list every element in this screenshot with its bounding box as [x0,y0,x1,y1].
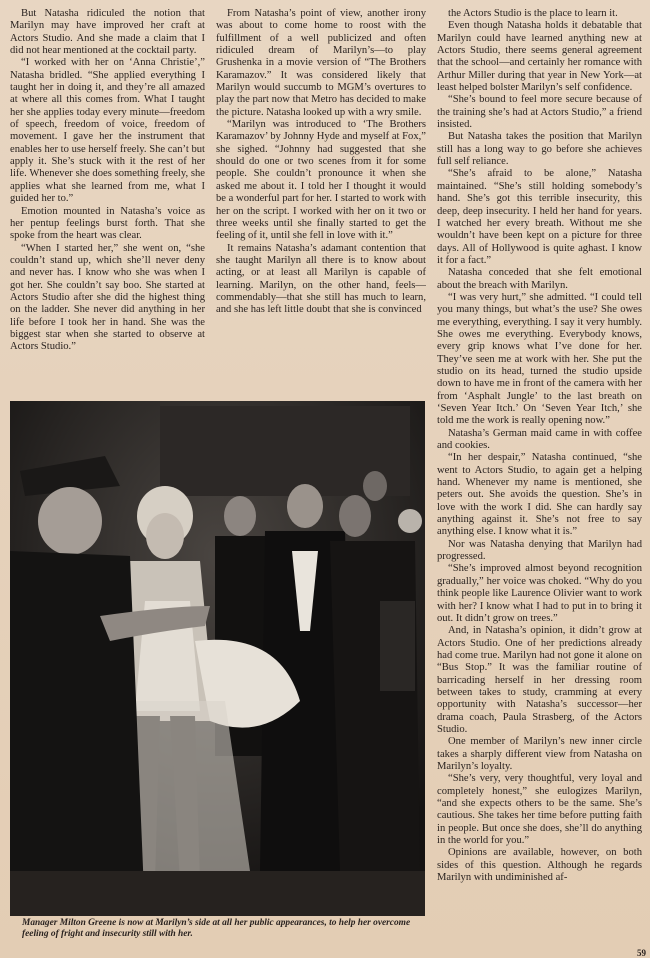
paragraph: And, in Natasha’s opinion, it didn’t grow at Actors Studio. One of her predictions already had come true. Marilyn had not gone it alone on “Bus Stop.” It was the familiar routine of barricading herself in her dressing room between takes to study, cramming at every opportunity with Natasha’s successor—her drama coach, Paula Strasberg, of the Actors Studio. [437,625,642,735]
paragraph: “She’s bound to feel more secure because of the training she’s had at Actors Studio,” a friend insisted. [437,94,642,131]
photo-caption: Manager Milton Greene is now at Marilyn’s side at all her public appearances, to help her overcome feeling of fright and insecurity still with her. [22,918,411,939]
paragraph: Nor was Natasha denying that Marilyn had progressed. [437,538,642,563]
paragraph: “I was very hurt,” she admitted. “I could tell you many things, but what’s the use? She owes me everything, everything. I say it very humbly. She owes me everything. Everybody knows, every grip knows what I’ve done for her. They’ve seen me at work with her. She put the studio on its head, turned the studio upside down to have me in front of the camera with her from ‘Asphalt Jungle’ to the last breath on ‘Seven Year Itch.’ On ‘Seven Year Itch,’ she told me the work is really opening now.” [437,291,642,427]
text-column-1 [10,8,205,383]
paragraph: It remains Natasha’s adamant contention that she taught Marilyn all there is to know about acting, or at least all Marilyn is capable of learning. Marilyn, on the other hand, feels—commendably—that she still has much to learn, and she has left little doubt that she is convinced [216,242,426,316]
paragraph: Natasha conceded that she felt emotional about the breach with Marilyn. [437,267,642,291]
paragraph: Emotion mounted in Natasha’s voice as her pentup feelings burst forth. That she spoke from the heart was clear. [10,205,205,242]
paragraph: “In her despair,” Natasha continued, “she went to Actors Studio, to again get a helping hand. Whenever my name is mentioned, she peters out. She avoids the question. She’s in love with the work I did. She can hardly say anything against it. She’s not free to say anything else. I know what it is.” [437,452,642,538]
text-column-2 [216,8,426,383]
paragraph: “I worked with her on ‘Anna Christie’,” Natasha bridled. “She applied everything I taught her in doing it, and they’re all amazed at where all this comes from. What I taught her she applies today every minute—freedom of speech, freedom of voice, freedom of movement. I gave her the instrument that enables her to use herself freely. She can’t but apply it. She’s stuck with it the rest of her life. Whenever she does something freely, she applies what she learned from me, what I guided her to.” [10,57,205,205]
photograph-illustration [10,401,425,916]
paragraph: the Actors Studio is the place to learn it. [448,8,618,19]
paragraph: Natasha’s German maid came in with coffee and cookies. [437,427,642,452]
page-number: 59 [637,948,646,958]
paragraph: “She’s very, very thoughtful, very loyal and completely honest,” she eulogizes Marilyn, “and she expects others to be the same. She’s cautious. She takes her time before putting faith in people. But once she does, she’ll do anything in the world for you.” [437,773,642,847]
news-photograph [10,401,425,916]
paragraph: One member of Marilyn’s new inner circle takes a sharply different view from Natasha on Marilyn’s loyalty. [437,736,642,772]
text-column-3 [437,8,642,948]
paragraph: But Natasha takes the position that Marilyn still has a long way to go before she achieves full self reliance. [437,131,642,168]
paragraph: “When I started her,” she went on, “she couldn’t stand up, which she’ll never deny and never has. I know who she was when I got her. She couldn’t say boo. She started at Actors Studio after she did the highest thing on the ladder. She never did anything in her life before I took her in hand. She was the biggest star when she started to observe at Actors Studio.” [10,242,205,353]
paragraph: “Marilyn was introduced to ‘The Brothers Karamazov’ by Johnny Hyde and myself at Fox,” she sighed. “Johnny had suggested that she should do one or two scenes from it for some people. She couldn’t pronounce it when she asked me about it. I told her I thought it would be a wonderful part for her. I started to work with her on the script. I worked with her on it two or three weeks until she finally started to get the feeling of it, until she fell in love with it.” [216,119,426,242]
paragraph: Even though Natasha holds it debatable that Marilyn could have learned anything new at Actors Studio, there seems general agreement that the school—and certainly her romance with Arthur Miller during that year in New York—at least helped bolster Marilyn’s self confidence. [437,20,642,94]
paragraph: But Natasha ridiculed the notion that Marilyn may have improved her craft at Actors Studio. And she made a claim that I did not hear mentioned at the cocktail party. [10,8,205,57]
paragraph: “She’s afraid to be alone,” Natasha maintained. “She’s still holding somebody’s hand. She’s got this terrible insecurity, this deep, deep insecurity. I held her hand for years. I watched her every breath. Without me she wouldn’t have been kept on a picture for three days. All of Hollywood is quite aghast. I know it for a fact.” [437,168,642,266]
paragraph: Opinions are available, however, on both sides of this question. Although he regards Marilyn with undiminished af- [437,847,642,884]
paragraph: From Natasha’s point of view, another irony was about to come home to roost with the fulfillment of a well publicized and often ridiculed dream of Marilyn’s—to play Grushenka in a movie version of “The Brothers Karamazov.” It was considered likely that Marilyn would succumb to MGM’s overtures to play the part now that Metro has decided to make the picture. Natasha looked up with a wry smile. [216,8,426,118]
paragraph: “She’s improved almost beyond recognition gradually,” her voice was choked. “Why do you think people like Laurence Olivier want to work with her? I know what I had to put in to bring it out. It didn’t grow on trees.” [437,563,642,624]
